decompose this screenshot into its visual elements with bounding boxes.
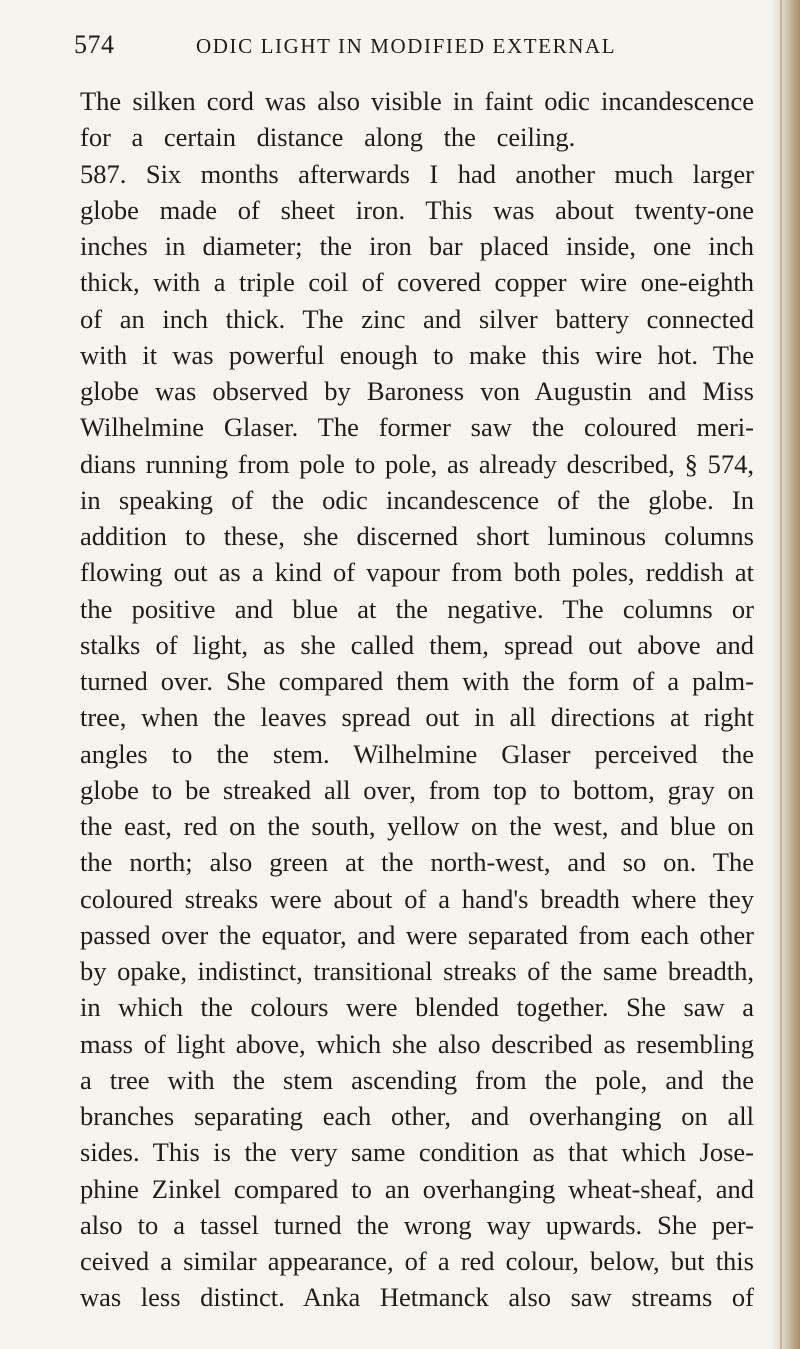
text-line: addition to these, she discerned short luminous columns (80, 521, 754, 551)
text-line: with it was powerful enough to make this wire hot. The (80, 339, 754, 370)
text-line: of an inch thick. The zinc and silver battery connected (80, 303, 754, 334)
text-line: sides. This is the very same condition as that which Jose- (80, 1137, 754, 1168)
text-line: the positive and blue at the negative. The columns or (80, 593, 754, 624)
text-line: flowing out as a kind of vapour from both poles, reddish at (80, 557, 754, 588)
text-line: in speaking of the odic incandescence of the globe. In (80, 484, 754, 515)
text-line: by opake, indistinct, transitional streaks of the same breadth, (80, 956, 754, 986)
text-line: coloured streaks were about of a hand's breadth where they (80, 883, 754, 914)
running-head (74, 30, 754, 70)
text-line: a tree with the stem ascending from the pole, and the (80, 1064, 754, 1095)
text-line: was less distinct. Anka Hetmanck also saw streams of (80, 1282, 754, 1313)
text-line: dians running from pole to pole, as already described, § 574, (80, 448, 754, 479)
text-line: in which the colours were blended together. She saw a (80, 992, 754, 1023)
text-line: Wilhelmine Glaser. The former saw the coloured meri- (80, 412, 754, 443)
text-line: for a certain distance along the ceiling. (80, 122, 576, 153)
page-edge-shadow (770, 0, 800, 1349)
text-line: turned over. She compared them with the form of a palm- (80, 666, 754, 696)
text-line: globe made of sheet iron. This was about twenty-one (80, 194, 754, 225)
text-line: angles to the stem. Wilhelmine Glaser perceived the (80, 738, 754, 769)
text-line: branches separating each other, and overhanging on all (80, 1101, 754, 1131)
page-edge-line (780, 0, 782, 1349)
text-line: passed over the equator, and were separated from each other (80, 919, 754, 950)
text-line: 587. Six months afterwards I had another much larger (80, 158, 754, 189)
page-number: 574 (74, 30, 115, 59)
text-line: the east, red on the south, yellow on the west, and blue on (80, 811, 754, 841)
text-line: also to a tassel turned the wrong way upwards. She per- (80, 1209, 754, 1240)
text-line: ceived a similar appearance, of a red colour, below, but this (80, 1246, 754, 1276)
text-line: globe to be streaked all over, from top to bottom, gray on (80, 774, 754, 805)
text-line: thick, with a triple coil of covered copper wire one-eighth (80, 267, 754, 298)
text-line: phine Zinkel compared to an overhanging wheat-sheaf, and (80, 1173, 754, 1204)
text-line: stalks of light, as she called them, spread out above and (80, 629, 754, 660)
text-line: tree, when the leaves spread out in all directions at right (80, 702, 754, 733)
text-line: globe was observed by Baroness von Augustin and Miss (80, 376, 754, 406)
text-line: mass of light above, which she also described as resembling (80, 1028, 754, 1059)
text-line: the north; also green at the north-west, and so on. The (80, 847, 754, 878)
running-title: ODIC LIGHT IN MODIFIED EXTERNAL (196, 34, 617, 58)
text-line: The silken cord was also visible in faint odic incandescence (80, 86, 754, 116)
body-text (80, 83, 754, 1316)
text-line: inches in diameter; the iron bar placed inside, one inch (80, 231, 754, 261)
